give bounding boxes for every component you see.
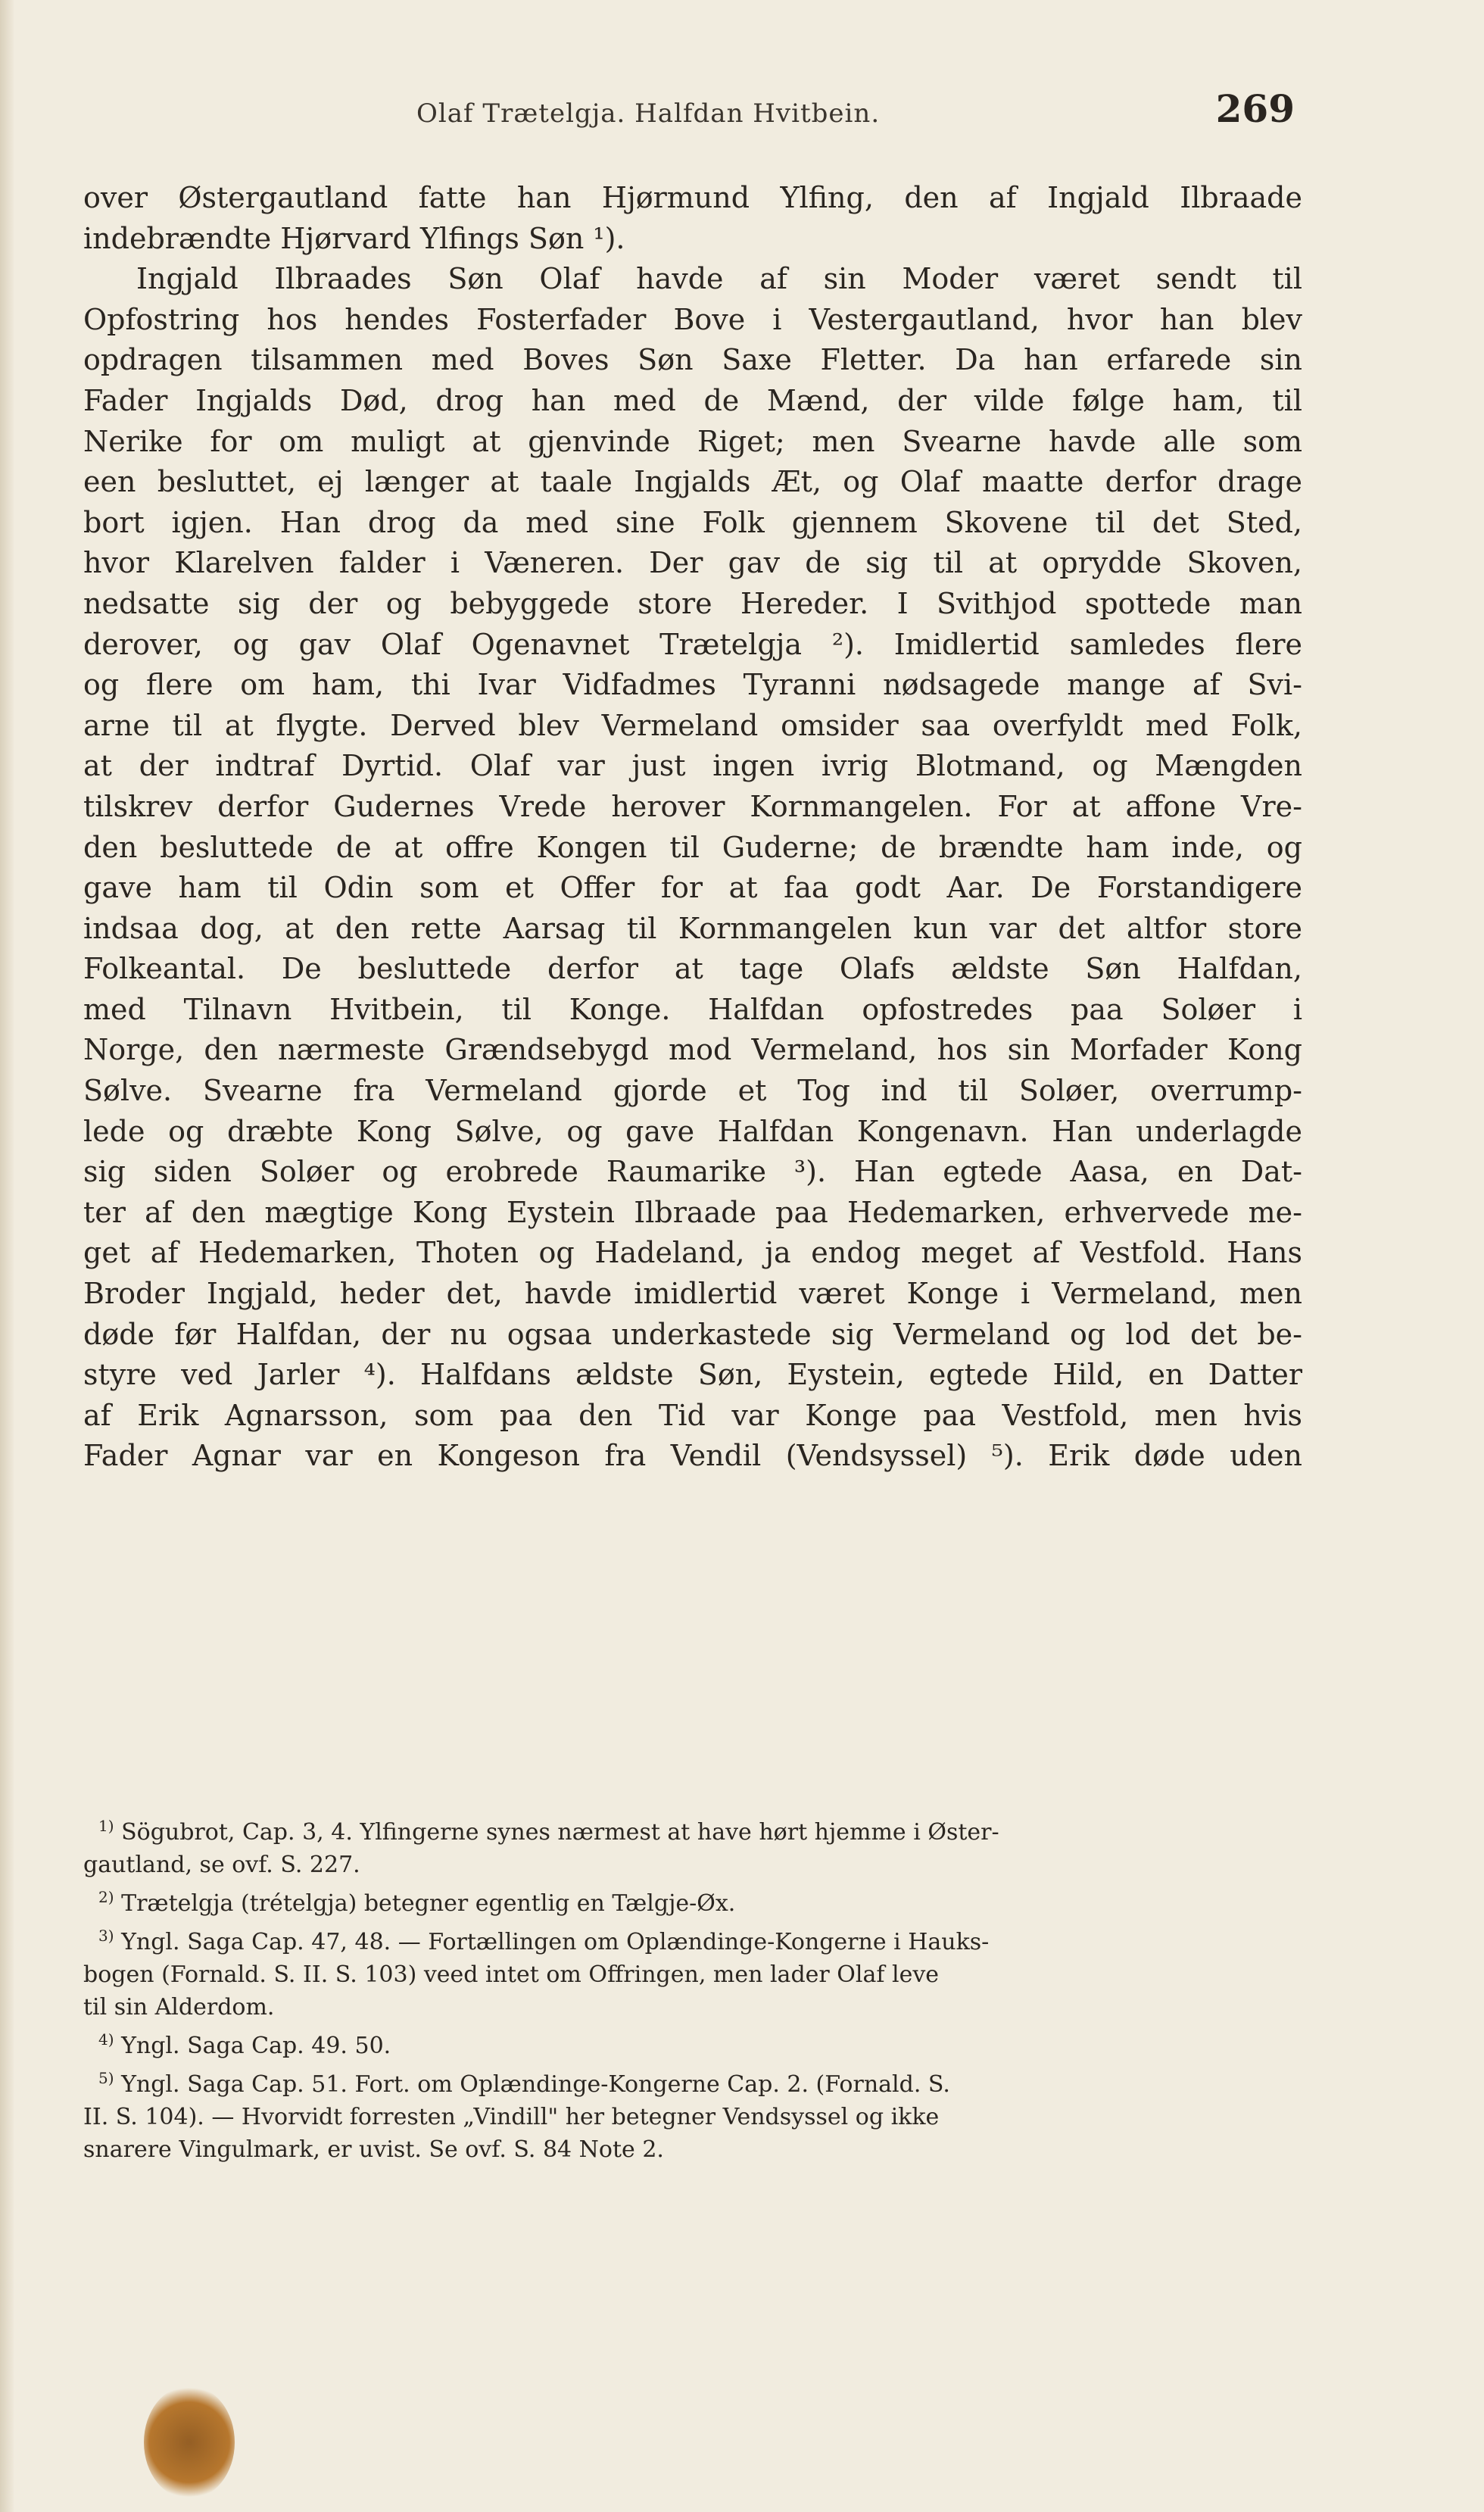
footnotes [83,1810,1302,2166]
running-head: Olaf Trætelgja. Halfdan Hvitbein. [416,98,881,129]
text-line: over Østergautland fatte han Hjørmund Ylfing, den af Ingjald Ilbraade [83,181,1302,214]
footnote-3-cont: bogen (Fornald. S. II. S. 103) veed intet om Offringen, men lader Olaf leve [83,1961,940,1988]
text-line: get af Hedemarken, Thoten og Hadeland, ja endog meget af Vestfold. Hans [83,1236,1302,1270]
page-number: 269 [1215,86,1295,131]
footnote-5-cont: II. S. 104). — Hvorvidt forresten „Vindill" her betegner Vendsyssel og ikke [83,2104,940,2130]
text-line: Norge, den nærmeste Grændsebygd mod Vermeland, hos sin Morfader Kong [83,1033,1302,1067]
text-line: gave ham til Odin som et Offer for at faa godt Aar. De Forstandigere [83,871,1302,905]
footnote-line: Yngl. Saga Cap. 51. Fort. om Oplændinge-Kongerne Cap. 2. (Fornald. S. [121,2071,950,2098]
footnote-2 [83,1881,1302,1920]
footnote-line: Trætelgja (trételgja) betegner egentlig en Tælgje-Øx. [121,1890,736,1917]
text-line: tilskrev derfor Gudernes Vrede herover Kornmangelen. For at affone Vre- [83,789,1302,823]
footnote-line: Sögubrot, Cap. 3, 4. Ylfingerne synes nærmest at have hørt hjemme i Øster- [121,1819,999,1846]
text-line: sig siden Soløer og erobrede Raumarike ³). Han egtede Aasa, en Dat- [83,1155,1302,1189]
footnote-3 [83,1920,1302,1958]
text-line: indebrændte Hjørvard Ylfings Søn ¹). [83,221,625,255]
text-line: lede og dræbte Kong Sølve, og gave Halfdan Kongenavn. Han underlagde [83,1114,1302,1148]
page-edge [0,0,14,2512]
text-line: med Tilnavn Hvitbein, til Konge. Halfdan opfostredes paa Soløer i [83,992,1302,1026]
footnote-mark: 1) [98,1817,114,1835]
text-line: døde før Halfdan, der nu ogsaa underkastede sig Vermeland og lod det be- [83,1317,1302,1351]
footnote-line: Yngl. Saga Cap. 47, 48. — Fortællingen om Oplændinge-Kongerne i Hauks- [121,1929,990,1955]
text-line: ter af den mægtige Kong Eystein Ilbraade paa Hedemarken, erhvervede me- [83,1195,1302,1229]
text-line: Fader Ingjalds Død, drog han med de Mænd, der vilde følge ham, til [83,383,1302,417]
text-line: styre ved Jarler ⁴). Halfdans ældste Søn, Eystein, egtede Hild, en Datter [83,1358,1302,1392]
text-line: Ingjald Ilbraades Søn Olaf havde af sin Moder været sendt til [136,262,1302,296]
text-line: at der indtraf Dyrtid. Olaf var just ingen ivrig Blotmand, og Mængden [83,749,1302,783]
text-line: een besluttet, ej længer at taale Ingjalds Æt, og Olaf maatte derfor drage [83,465,1302,499]
footnote-5 [83,2062,1302,2101]
footnote-line: Yngl. Saga Cap. 49. 50. [121,2033,391,2059]
text-line: derover, og gav Olaf Ogenavnet Trætelgja ²). Imidlertid samledes flere [83,627,1302,661]
footnote-5-cont: snarere Vingulmark, er uvist. Se ovf. S. 84 Note 2. [83,2136,664,2163]
text-line: Nerike for om muligt at gjenvinde Riget; men Svearne havde alle som [83,424,1302,458]
footnote-mark: 2) [98,1888,114,1906]
text-line: Sølve. Svearne fra Vermeland gjorde et Tog ind til Soløer, overrump- [83,1074,1302,1108]
text-line: Opfostring hos hendes Fosterfader Bove i Vestergautland, hvor han blev [83,302,1302,336]
footnote-4 [83,2024,1302,2062]
footnote-mark: 5) [98,2069,114,2087]
text-line: opdragen tilsammen med Boves Søn Saxe Fletter. Da han erfarede sin [83,343,1302,377]
text-line: af Erik Agnarsson, som paa den Tid var Konge paa Vestfold, men hvis [83,1398,1302,1432]
page-header [83,83,1295,144]
text-line: bort igjen. Han drog da med sine Folk gjennem Skovene til det Sted, [83,505,1302,539]
text-line: indsaa dog, at den rette Aarsag til Kornmangelen kun var det altfor store [83,911,1302,945]
text-line: Broder Ingjald, heder det, havde imidlertid været Konge i Vermeland, men [83,1277,1302,1311]
footnote-1 [83,1810,1302,1849]
text-line: Fader Agnar var en Kongeson fra Vendil (Vendsyssel) ⁵). Erik døde uden [83,1439,1302,1473]
text-line: den besluttede de at offre Kongen til Guderne; de brændte ham inde, og [83,830,1302,864]
ink-stain [144,2386,235,2499]
footnote-mark: 4) [98,2030,114,2049]
text-line: hvor Klarelven falder i Væneren. Der gav de sig til at oprydde Skoven, [83,546,1302,580]
text-line: nedsatte sig der og bebyggede store Hereder. I Svithjod spottede man [83,586,1302,620]
text-line: arne til at flygte. Derved blev Vermeland omsider saa overfyldt med Folk, [83,708,1302,742]
text-line: Folkeantal. De besluttede derfor at tage Olafs ældste Søn Halfdan, [83,952,1302,986]
footnote-mark: 3) [98,1927,114,1945]
body-text [83,178,1302,1477]
footnote-3-cont: til sin Alderdom. [83,1994,275,2021]
text-line: og flere om ham, thi Ivar Vidfadmes Tyranni nødsagede mange af Svi- [83,668,1302,702]
footnote-1-cont: gautland, se ovf. S. 227. [83,1852,360,1878]
